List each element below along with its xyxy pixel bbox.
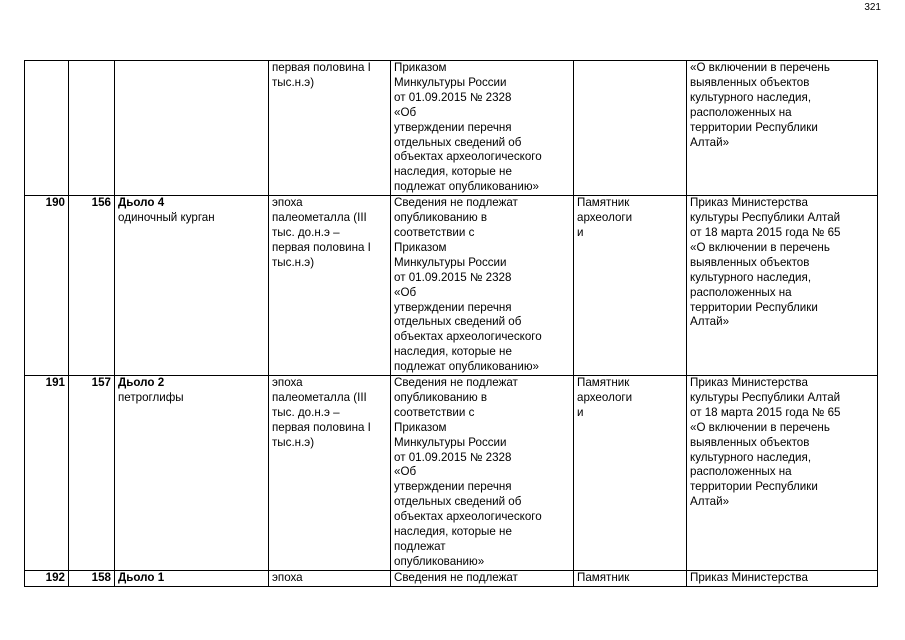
category-cell: Памятник археологи и <box>574 376 687 571</box>
object-number-cell: 157 <box>69 376 115 571</box>
object-number-cell: 156 <box>69 196 115 376</box>
location-cell: Приказом Минкультуры России от 01.09.2015 № 2328 «Об утверждении перечня отдельных сведений об объектах археологического наследия, которые не подлежат опубликованию» <box>391 61 574 196</box>
table-row <box>25 376 878 571</box>
location-cell: Сведения не подлежат опубликованию в соответствии с Приказом Минкультуры России от 01.09.2015 № 2328 «Об утверждении перечня отдельных сведений об объектах археологического наследия, которые не подлежат опубликованию» <box>391 196 574 376</box>
heritage-registry-table <box>24 60 878 587</box>
object-name-cell <box>115 61 269 196</box>
dating-cell: эпоха <box>269 570 391 586</box>
row-number-cell: 192 <box>25 570 69 586</box>
object-name: Дьоло 1 <box>118 570 165 584</box>
object-name-cell <box>115 376 269 571</box>
row-number-cell: 191 <box>25 376 69 571</box>
category-cell <box>574 61 687 196</box>
table-row <box>25 196 878 376</box>
category-cell: Памятник археологи и <box>574 196 687 376</box>
object-number-cell <box>69 61 115 196</box>
document-cell: Приказ Министерства культуры Республики Алтай от 18 марта 2015 года № 65 «О включении в перечень выявленных объектов культурного наследия, расположенных на территории Республики Алтай» <box>687 376 878 571</box>
object-type: петроглифы <box>118 390 184 404</box>
dating-cell: эпоха палеометалла (III тыс. до.н.э – первая половина I тыс.н.э) <box>269 196 391 376</box>
object-name: Дьоло 2 <box>118 376 165 390</box>
object-name: Дьоло 4 <box>118 196 165 210</box>
document-cell: Приказ Министерства культуры Республики Алтай от 18 марта 2015 года № 65 «О включении в перечень выявленных объектов культурного наследия, расположенных на территории Республики Алтай» <box>687 196 878 376</box>
document-cell: Приказ Министерства <box>687 570 878 586</box>
document-cell: «О включении в перечень выявленных объектов культурного наследия, расположенных на территории Республики Алтай» <box>687 61 878 196</box>
dating-cell: эпоха палеометалла (III тыс. до.н.э – первая половина I тыс.н.э) <box>269 376 391 571</box>
location-cell: Сведения не подлежат <box>391 570 574 586</box>
row-number-cell: 190 <box>25 196 69 376</box>
object-name-cell <box>115 196 269 376</box>
object-number-cell: 158 <box>69 570 115 586</box>
object-type: одиночный курган <box>118 211 215 225</box>
row-number-cell <box>25 61 69 196</box>
location-cell: Сведения не подлежат опубликованию в соответствии с Приказом Минкультуры России от 01.09.2015 № 2328 «Об утверждении перечня отдельных сведений об объектах археологического наследия, которые не подлежат опубликованию» <box>391 376 574 571</box>
page-number: 321 <box>864 2 881 13</box>
object-name-cell <box>115 570 269 586</box>
table-row <box>25 570 878 586</box>
table-row <box>25 61 878 196</box>
category-cell: Памятник <box>574 570 687 586</box>
dating-cell: первая половина I тыс.н.э) <box>269 61 391 196</box>
